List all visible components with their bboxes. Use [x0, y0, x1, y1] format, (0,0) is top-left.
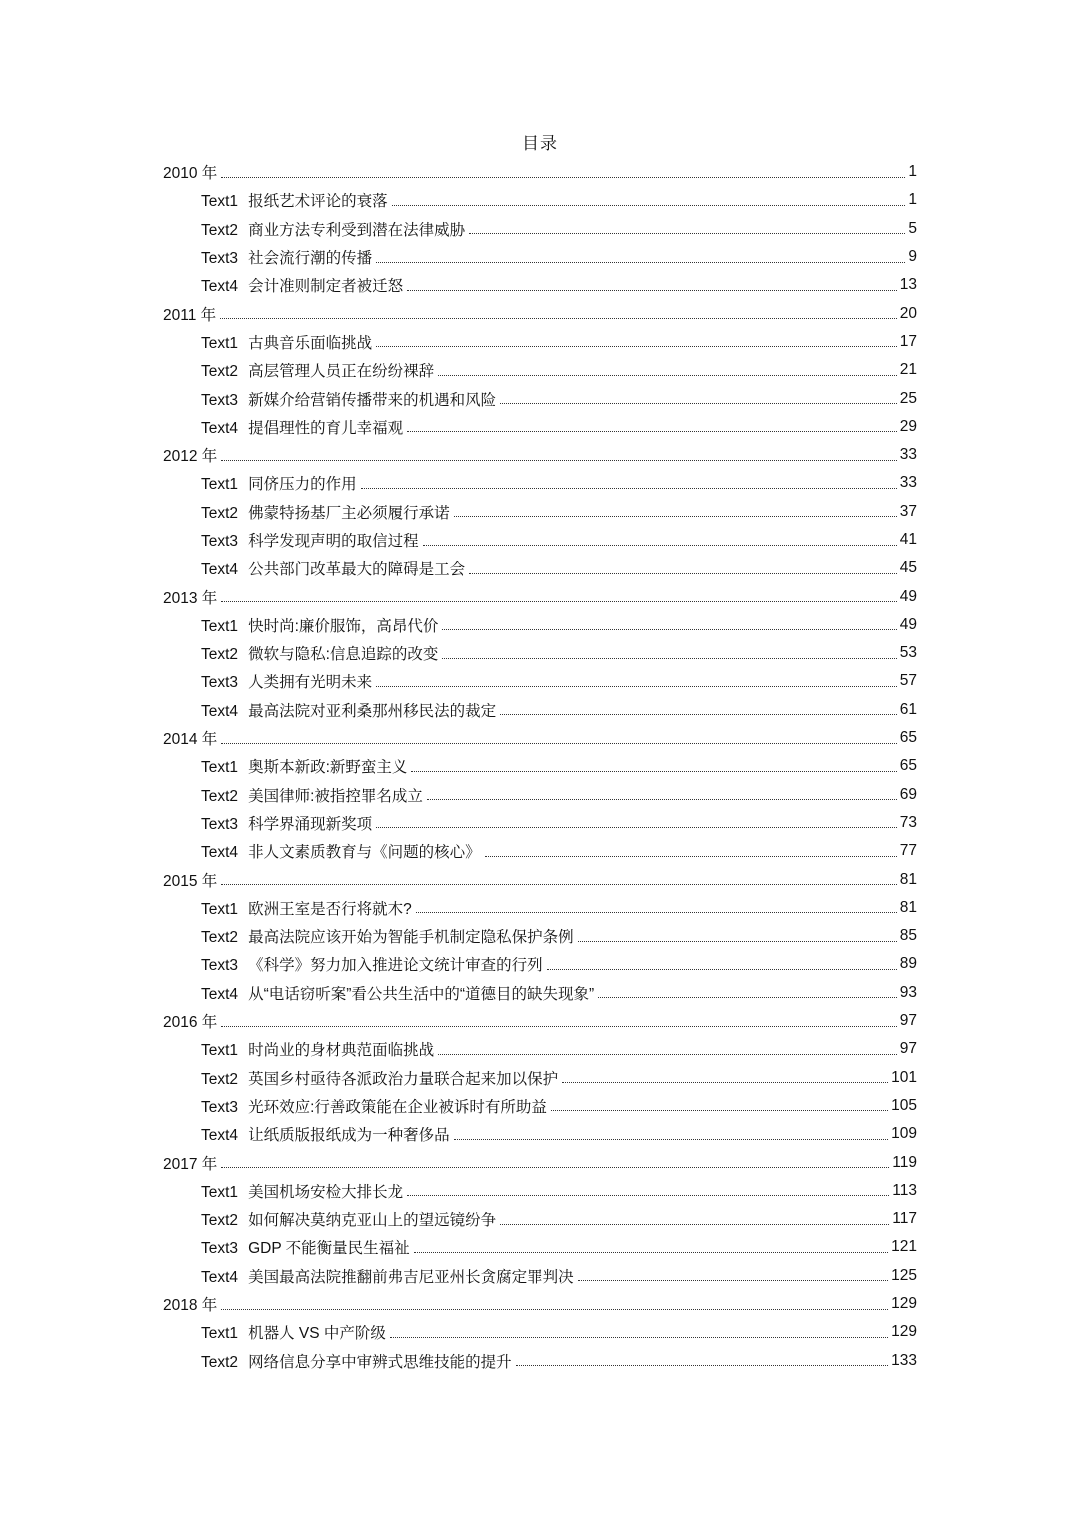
toc-page-number: 13	[899, 276, 917, 294]
toc-page-number: 73	[899, 813, 917, 831]
toc-page-number: 129	[891, 1295, 917, 1313]
toc-entry-label	[201, 189, 389, 211]
toc-entry-row[interactable]	[0, 809, 917, 837]
toc-entry-code: Text3	[201, 957, 239, 975]
toc-page-number: 133	[891, 1351, 917, 1369]
toc-entry-row[interactable]	[0, 1346, 917, 1374]
dot-leader	[469, 573, 897, 574]
toc-entry-label	[201, 246, 373, 268]
toc-entry-label	[201, 218, 466, 240]
toc-page-number: 49	[899, 615, 917, 633]
toc-entry-title: 时尚业的身材典范面临挑战	[248, 1042, 435, 1060]
toc-entry-title: 商业方法专利受到潜在法律威胁	[248, 221, 466, 239]
toc-year-group	[0, 865, 1080, 1006]
dot-leader	[500, 714, 897, 715]
toc-year-row[interactable]	[0, 1007, 917, 1035]
toc-entry-code: Text4	[201, 1268, 239, 1286]
toc-page-number: 49	[899, 587, 917, 605]
toc-page-number: 105	[891, 1096, 917, 1114]
toc-entry-label	[201, 1350, 513, 1372]
toc-entry-code: Text3	[201, 1098, 239, 1116]
dot-leader	[221, 460, 896, 461]
toc-entry-title: 人类拥有光明未来	[248, 674, 373, 692]
dot-leader	[411, 771, 896, 772]
toc-entry-label	[201, 1038, 435, 1060]
toc-entry-label	[201, 1067, 559, 1089]
toc-entry-row[interactable]	[0, 356, 917, 384]
toc-page-number: 25	[899, 389, 917, 407]
dot-leader	[221, 743, 896, 744]
toc-entry-title: 让纸质版报纸成为一种奢侈品	[248, 1127, 450, 1145]
dot-leader	[414, 1252, 888, 1253]
toc-page-number: 29	[899, 417, 917, 435]
toc-entry-row[interactable]	[0, 979, 917, 1007]
toc-entry-row[interactable]	[0, 1205, 917, 1233]
toc-entry-title: 提倡理性的育儿幸福观	[248, 419, 404, 437]
toc-entry-row[interactable]	[0, 950, 917, 978]
toc-entry-code: Text1	[201, 1183, 239, 1201]
toc-page-number: 89	[899, 955, 917, 973]
toc-entry-code: Text2	[201, 221, 239, 239]
dot-leader	[562, 1082, 888, 1083]
toc-entry-code: Text1	[201, 1325, 239, 1343]
toc-entry-code: Text2	[201, 504, 239, 522]
toc-page-number: 65	[899, 757, 917, 775]
toc-entry-title: GDP 不能衡量民生福祉	[248, 1240, 410, 1258]
toc-entry-code: Text2	[201, 646, 239, 664]
toc-entry-row[interactable]	[0, 498, 917, 526]
dot-leader	[578, 1280, 889, 1281]
toc-entry-label	[201, 670, 373, 692]
toc-entry-row[interactable]	[0, 696, 917, 724]
toc-entry-label	[201, 1123, 451, 1145]
toc-entry-row[interactable]	[0, 526, 917, 554]
toc-entry-row[interactable]	[0, 1120, 917, 1148]
toc-entry-label	[201, 953, 544, 975]
toc-title: 目录	[522, 134, 558, 153]
toc-entry-title: 公共部门改革最大的障碍是工会	[248, 561, 466, 579]
toc-page-number: 1	[908, 191, 917, 209]
toc-entry-code: Text3	[201, 391, 239, 409]
toc-entry-title: 美国律师:被指控罪名成立	[248, 787, 423, 805]
toc-year-row[interactable]	[0, 158, 917, 186]
dot-leader	[221, 884, 896, 885]
toc-page-number: 109	[891, 1125, 917, 1143]
toc-entry-row[interactable]	[0, 554, 917, 582]
toc-entry-title: 最高法院应该开始为智能手机制定隐私保护条例	[248, 929, 574, 947]
toc-entry-title: 最高法院对亚利桑那州移民法的裁定	[248, 702, 497, 720]
toc-entry-code: Text4	[201, 561, 239, 579]
dot-leader	[438, 375, 897, 376]
dot-leader	[516, 1365, 889, 1366]
toc-page-number: 119	[892, 1153, 917, 1171]
toc-year-label: 2017 年	[163, 1155, 218, 1173]
toc-year-label: 2015 年	[163, 872, 218, 890]
toc-entry-label	[201, 614, 439, 636]
toc-entry-row[interactable]	[0, 1262, 917, 1290]
toc-entry-code: Text3	[201, 1240, 239, 1258]
toc-entry-title: 美国最高法院推翻前弗吉尼亚州长贪腐定罪判决	[248, 1268, 574, 1286]
toc-page-number: 41	[899, 531, 917, 548]
toc-year-row[interactable]	[0, 1290, 917, 1318]
toc-entry-code: Text3	[201, 815, 239, 833]
toc-year-row[interactable]	[0, 724, 917, 752]
dot-leader	[221, 1309, 888, 1310]
toc-page-number: 53	[899, 644, 917, 662]
toc-entry-row[interactable]	[0, 667, 917, 695]
toc-entry-row[interactable]	[0, 1092, 917, 1120]
toc-page-number: 121	[891, 1238, 917, 1256]
dot-leader	[469, 233, 905, 234]
toc-entry-row[interactable]	[0, 271, 917, 299]
dot-leader	[376, 262, 905, 263]
toc-entry-label	[201, 897, 413, 919]
dot-leader	[442, 658, 896, 659]
toc-entry-label	[201, 388, 497, 410]
toc-entry-title: 非人文素质教育与《问题的核心》	[248, 844, 481, 862]
toc-page-number: 33	[899, 446, 917, 464]
dot-leader	[221, 601, 896, 602]
dot-leader	[438, 1054, 897, 1055]
toc-entry-label	[201, 1208, 497, 1230]
toc-year-group	[0, 724, 1080, 865]
toc-year-group	[0, 1290, 1080, 1375]
toc-entry-code: Text4	[201, 419, 239, 437]
toc-entry-row[interactable]	[0, 384, 917, 412]
dot-leader	[416, 912, 897, 913]
toc-entry-code: Text2	[201, 929, 239, 947]
toc-page-number: 21	[899, 361, 917, 379]
dot-leader	[376, 346, 897, 347]
toc-entry-title: 网络信息分享中审辨式思维技能的提升	[248, 1353, 512, 1371]
dot-leader	[547, 969, 897, 970]
dot-leader	[407, 1195, 889, 1196]
toc-entry-code: Text2	[201, 787, 239, 805]
dot-leader	[423, 545, 897, 546]
toc-entry-label	[201, 1180, 404, 1202]
dot-leader	[221, 1026, 896, 1027]
toc-entry-row[interactable]	[0, 639, 917, 667]
toc-year-label: 2011 年	[163, 306, 217, 324]
toc-page-number: 45	[899, 559, 917, 577]
toc-entry-code: Text2	[201, 1070, 239, 1088]
dot-leader	[221, 1167, 889, 1168]
toc-entry-row[interactable]	[0, 186, 917, 214]
toc-entry-row[interactable]	[0, 894, 917, 922]
toc-entry-code: Text1	[201, 334, 239, 352]
toc-page-number: 17	[899, 332, 917, 350]
dot-leader	[392, 205, 906, 206]
toc-entry-label	[201, 1095, 548, 1117]
toc-entry-title: 同侪压力的作用	[248, 476, 357, 494]
toc-entry-title: 欧洲王室是否行将就木?	[248, 900, 412, 918]
toc-year-group	[0, 299, 1080, 440]
toc-entry-label	[201, 359, 435, 381]
toc-entry-code: Text4	[201, 1127, 239, 1145]
toc-page-number: 33	[899, 474, 917, 492]
toc-entry-title: 新媒介给营销传播带来的机遇和风险	[248, 391, 497, 409]
dot-leader	[454, 516, 897, 517]
toc-entry-code: Text4	[201, 278, 239, 296]
toc-year-label: 2010 年	[163, 165, 218, 183]
dot-leader	[407, 290, 897, 291]
dot-leader	[442, 629, 896, 630]
toc-year-group	[0, 1007, 1080, 1148]
toc-entry-title: 会计准则制定者被迁怒	[248, 278, 404, 296]
toc-entry-label	[201, 925, 575, 947]
toc-year-group	[0, 1148, 1080, 1289]
toc-entry-row[interactable]	[0, 752, 917, 780]
toc-entry-label	[201, 331, 373, 353]
toc-entry-code: Text2	[201, 363, 239, 381]
toc-entry-title: 奥斯本新政:新野蛮主义	[248, 759, 408, 777]
toc-page-number: 117	[892, 1210, 917, 1228]
toc-entry-label	[201, 274, 404, 296]
toc-year-label: 2016 年	[163, 1014, 218, 1032]
toc-entry-code: Text3	[201, 250, 239, 268]
toc-entry-row[interactable]	[0, 1177, 917, 1205]
dot-leader	[578, 941, 897, 942]
toc-entry-label	[201, 1265, 575, 1287]
toc-list	[0, 158, 1080, 1375]
toc-entry-title: 报纸艺术评论的衰落	[248, 193, 388, 211]
toc-entry-row[interactable]	[0, 243, 917, 271]
toc-entry-title: 美国机场安检大排长龙	[248, 1183, 404, 1201]
toc-entry-title: 《科学》努力加入推进论文统计审查的行列	[248, 957, 543, 975]
toc-entry-title: 机器人 VS 中产阶级	[248, 1325, 386, 1343]
toc-year-row[interactable]	[0, 299, 917, 327]
toc-year-label: 2014 年	[163, 731, 218, 749]
toc-entry-row[interactable]	[0, 1035, 917, 1063]
toc-entry-row[interactable]	[0, 413, 917, 441]
toc-entry-row[interactable]	[0, 1064, 917, 1092]
toc-page-number: 69	[899, 785, 917, 803]
toc-page-number: 93	[899, 983, 917, 1001]
toc-page-number: 125	[891, 1266, 917, 1284]
toc-page-number: 5	[908, 219, 917, 237]
toc-entry-row[interactable]	[0, 922, 917, 950]
toc-entry-label	[201, 982, 595, 1004]
toc-year-row[interactable]	[0, 441, 917, 469]
toc-entry-title: 古典音乐面临挑战	[248, 334, 373, 352]
toc-entry-code: Text2	[201, 1353, 239, 1371]
toc-entry-label	[201, 1236, 411, 1258]
dot-leader	[407, 431, 897, 432]
toc-year-group	[0, 158, 1080, 299]
toc-year-label: 2018 年	[163, 1297, 218, 1315]
toc-year-group	[0, 441, 1080, 582]
toc-entry-code: Text2	[201, 1212, 239, 1230]
toc-entry-code: Text1	[201, 759, 239, 777]
toc-entry-code: Text3	[201, 533, 239, 550]
toc-entry-title: 如何解决莫纳克亚山上的望远镜纷争	[248, 1212, 497, 1230]
toc-page-number: 1	[908, 163, 917, 181]
dot-leader	[500, 403, 897, 404]
dot-leader	[500, 1224, 889, 1225]
toc-entry-title: 微软与隐私:信息追踪的改变	[248, 646, 439, 664]
toc-entry-code: Text4	[201, 844, 239, 862]
toc-entry-code: Text1	[201, 193, 239, 211]
toc-entry-row[interactable]	[0, 1233, 917, 1261]
toc-entry-row[interactable]	[0, 215, 917, 243]
dot-leader	[361, 488, 897, 489]
toc-page-number: 97	[899, 1040, 917, 1058]
toc-entry-code: Text1	[201, 900, 239, 918]
dot-leader	[485, 856, 897, 857]
dot-leader	[454, 1139, 889, 1140]
toc-page-number: 101	[891, 1068, 917, 1086]
toc-entry-title: 从“电话窃听案”看公共生活中的“道德目的缺失现象”	[248, 985, 595, 1003]
dot-leader	[376, 686, 897, 687]
toc-year-label: 2013 年	[163, 589, 218, 607]
toc-entry-label	[201, 416, 404, 438]
toc-entry-code: Text1	[201, 1042, 239, 1060]
toc-entry-code: Text4	[201, 702, 239, 720]
toc-entry-title: 社会流行潮的传播	[248, 250, 373, 268]
toc-year-label: 2012 年	[163, 448, 218, 466]
toc-entry-title: 高层管理人员正在纷纷裸辞	[248, 363, 435, 381]
dot-leader	[598, 997, 897, 998]
toc-entry-row[interactable]	[0, 469, 917, 497]
toc-year-row[interactable]	[0, 1148, 917, 1176]
dot-leader	[221, 177, 905, 178]
dot-leader	[390, 1337, 888, 1338]
toc-entry-label	[201, 1321, 387, 1343]
toc-entry-title: 科学发现声明的取信过程	[248, 533, 419, 550]
toc-page-number: 65	[899, 729, 917, 747]
dot-leader	[220, 318, 897, 319]
toc-entry-label	[201, 501, 451, 523]
toc-page-number: 97	[899, 1012, 917, 1030]
toc-entry-title: 快时尚:廉价服饰，高昂代价	[248, 617, 439, 635]
dot-leader	[551, 1110, 888, 1111]
toc-entry-row[interactable]	[0, 611, 917, 639]
toc-entry-label	[201, 529, 420, 551]
toc-page-number: 113	[892, 1181, 917, 1199]
toc-year-row[interactable]	[0, 582, 917, 610]
toc-entry-code: Text1	[201, 617, 239, 635]
toc-entry-label	[201, 557, 466, 579]
toc-entry-row[interactable]	[0, 1318, 917, 1346]
toc-entry-label	[201, 472, 358, 494]
toc-entry-title: 科学界涌现新奖项	[248, 815, 373, 833]
toc-entry-row[interactable]	[0, 837, 917, 865]
toc-entry-label	[201, 755, 408, 777]
toc-entry-label	[201, 784, 424, 806]
toc-page-number: 9	[908, 248, 917, 266]
toc-year-group	[0, 582, 1080, 723]
dot-leader	[376, 827, 897, 828]
toc-year-row[interactable]	[0, 865, 917, 893]
toc-entry-row[interactable]	[0, 328, 917, 356]
toc-entry-code: Text1	[201, 476, 239, 494]
toc-page-number: 20	[899, 304, 917, 322]
toc-page-number: 85	[899, 927, 917, 945]
toc-entry-label	[201, 642, 439, 664]
toc-entry-code: Text4	[201, 985, 239, 1003]
toc-page-number: 81	[899, 898, 917, 916]
toc-page-number: 61	[899, 700, 917, 718]
toc-page-number: 37	[899, 502, 917, 520]
toc-page-number: 81	[899, 870, 917, 888]
toc-entry-title: 光环效应:行善政策能在企业被诉时有所助益	[248, 1098, 547, 1116]
toc-page-number: 57	[899, 672, 917, 690]
toc-entry-label	[201, 840, 482, 862]
toc-page-number: 129	[891, 1323, 917, 1341]
toc-entry-label	[201, 699, 497, 721]
toc-entry-code: Text3	[201, 674, 239, 692]
toc-entry-label	[201, 812, 373, 834]
toc-page-number: 77	[899, 842, 917, 860]
dot-leader	[427, 799, 897, 800]
toc-entry-title: 佛蒙特扬基厂主必须履行承诺	[248, 504, 450, 522]
toc-entry-title: 英国乡村亟待各派政治力量联合起来加以保护	[248, 1070, 559, 1088]
toc-entry-row[interactable]	[0, 781, 917, 809]
